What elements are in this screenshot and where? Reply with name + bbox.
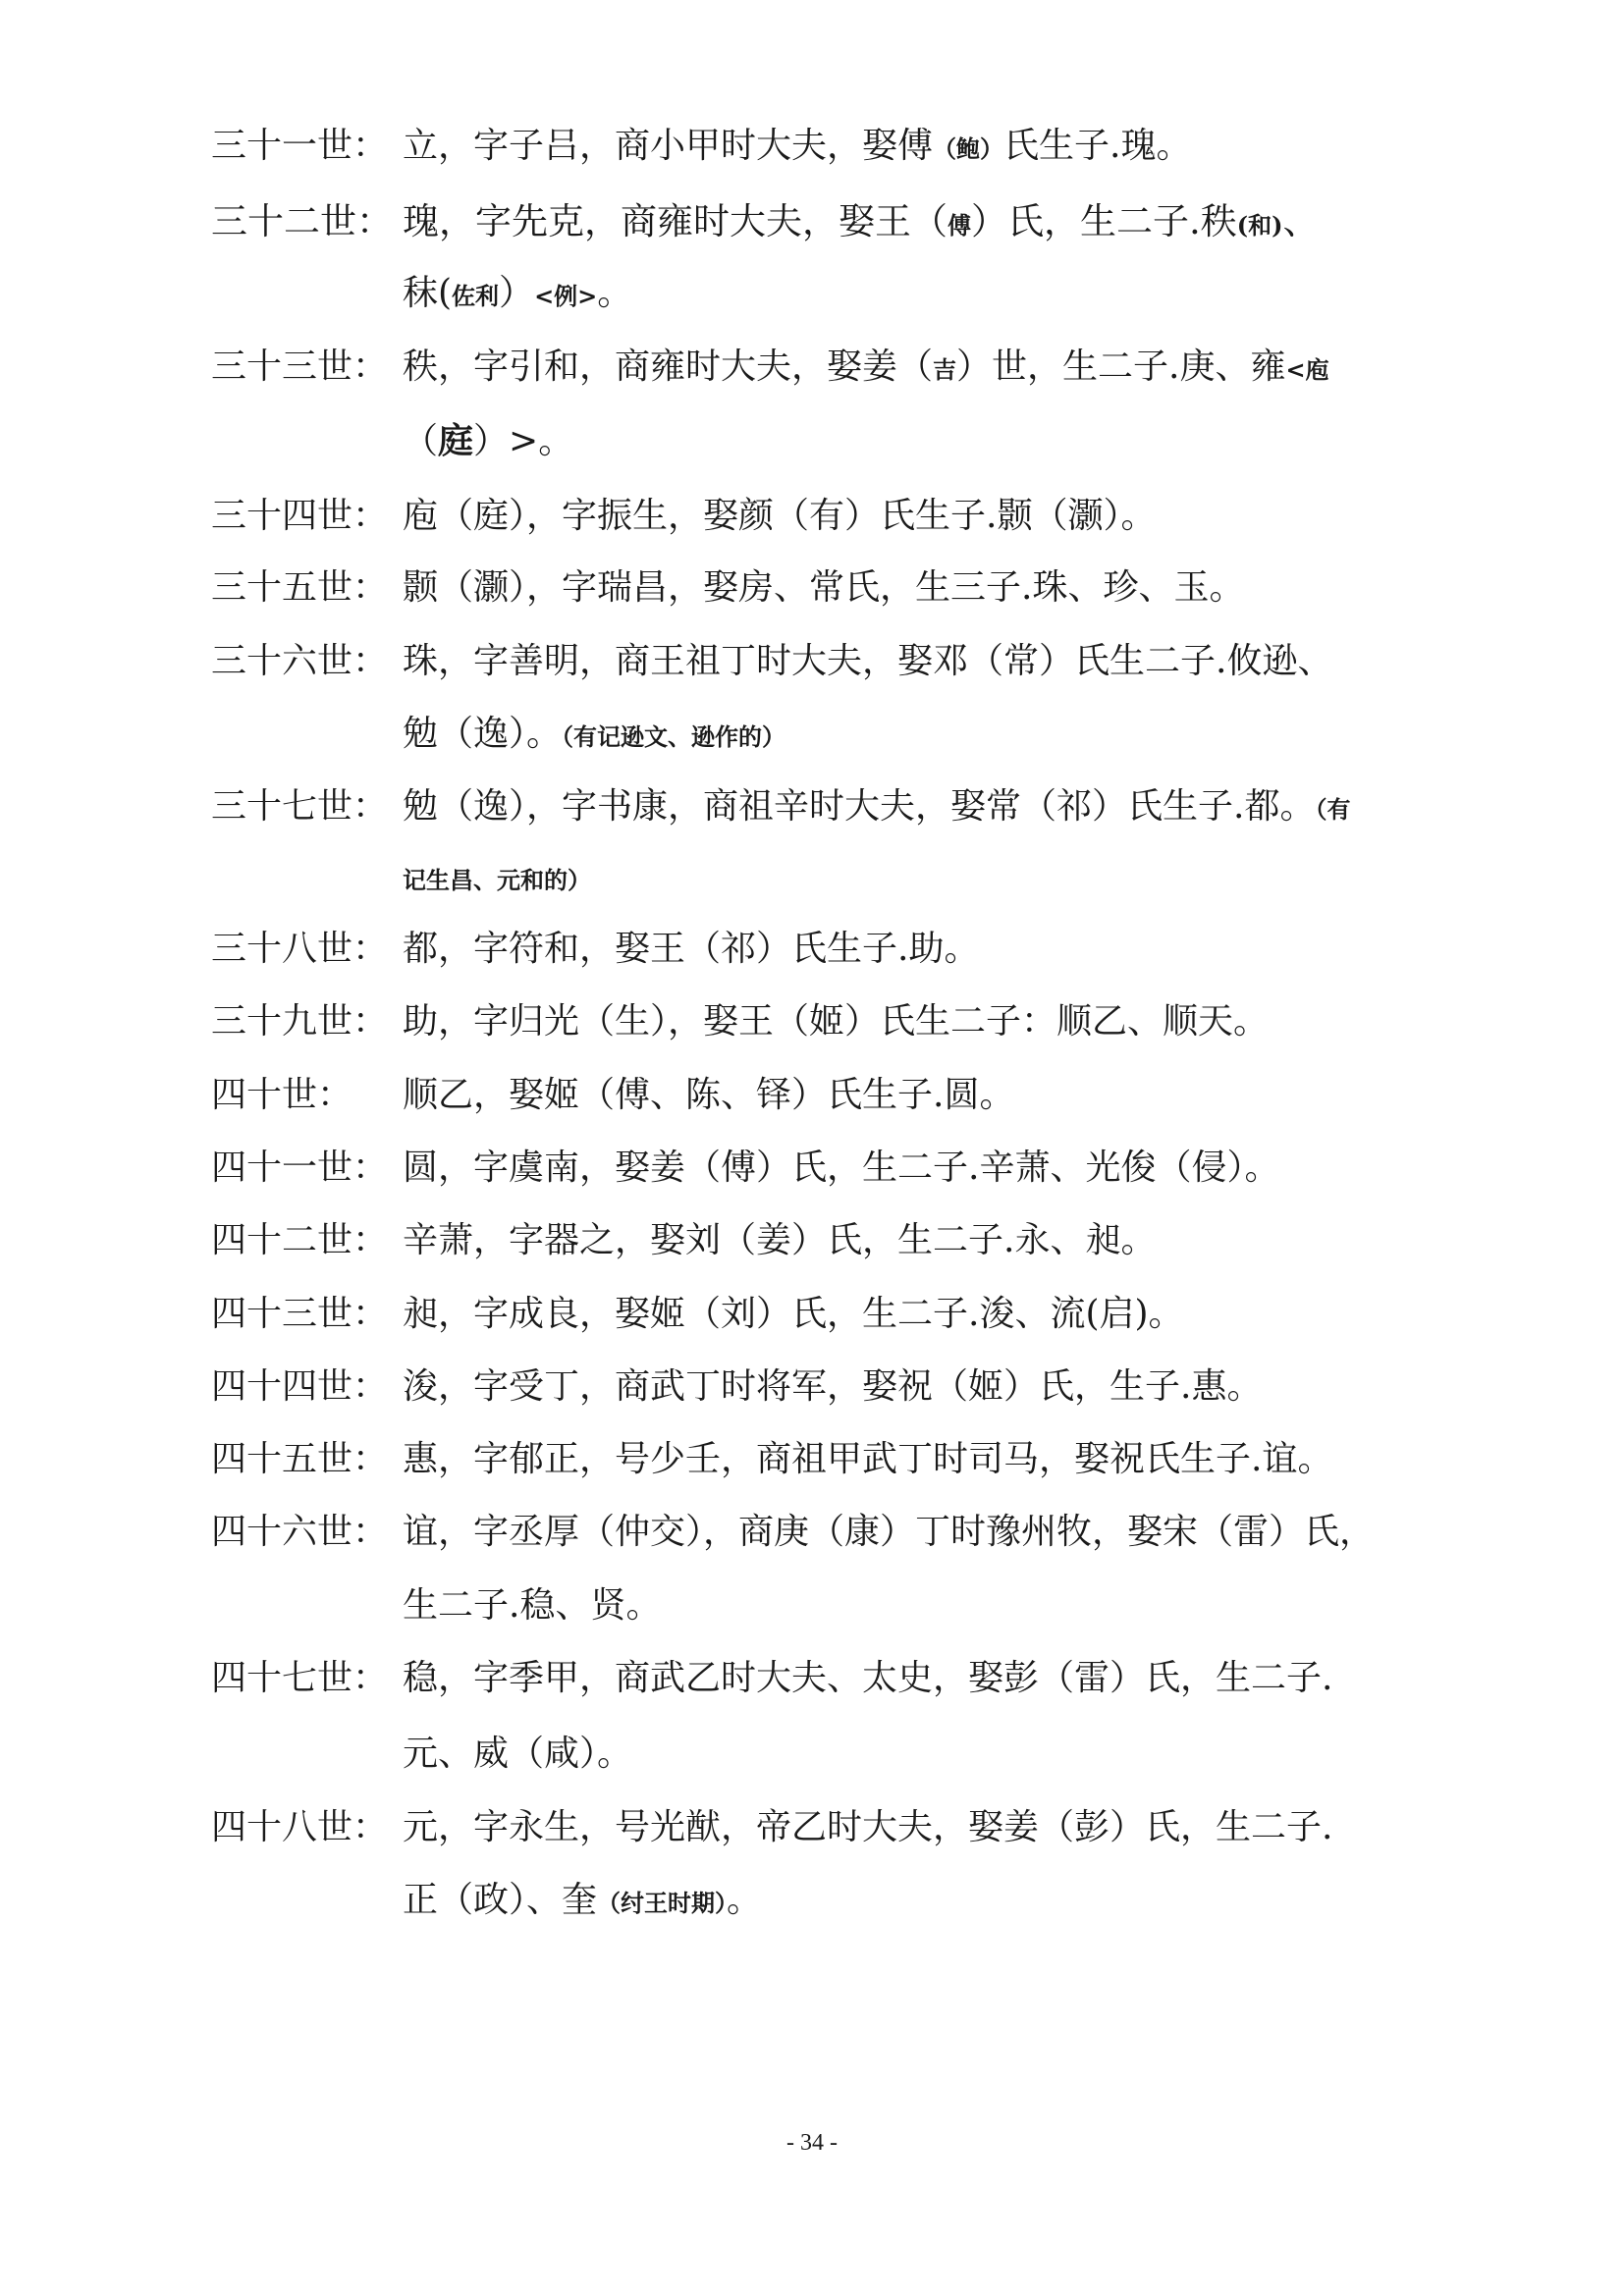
- entry-text: 辛萧，字器之，娶刘（姜）氏，生二子.永、昶。: [403, 1220, 1157, 1260]
- entry-gen-41: [211, 1145, 1419, 1192]
- entry-gen-42: [211, 1217, 1419, 1264]
- generation-label: 四十世：: [211, 1075, 353, 1115]
- generation-label: 三十二世：: [211, 200, 393, 242]
- page-number: - 34 -: [786, 2130, 838, 2156]
- entry-text: 圆，字虞南，娶姜（傅）氏，生二子.辛萧、光俊（侵）。: [403, 1148, 1280, 1188]
- entry-text: 都，字符和，娶王（祁）氏生子.助。: [403, 929, 980, 969]
- entry-text: 。: [597, 273, 633, 313]
- generation-label: 四十三世：: [211, 1294, 389, 1334]
- entry-gen-33: [211, 344, 1419, 391]
- entry-gen-46-continued: [403, 1582, 1424, 1629]
- generation-label: 三十九世：: [211, 1001, 389, 1041]
- entry-gen-32: [211, 198, 1419, 245]
- entry-text: 稳，字季甲，商武乙时大夫、太史，娶彭（雷）氏，生二子.: [403, 1658, 1333, 1698]
- entry-gen-48: [211, 1804, 1419, 1851]
- entry-text: 元、威（咸）。: [403, 1734, 633, 1774]
- entry-note: （鲍）: [933, 134, 1004, 163]
- entry-gen-47: [211, 1655, 1419, 1702]
- entry-note: 傅: [947, 211, 971, 240]
- entry-text: 浚，字受丁，商武丁时将军，娶祝（姬）氏，生子.惠。: [403, 1366, 1263, 1407]
- entry-gen-44: [211, 1363, 1419, 1411]
- entry-note: （有记逊文、逊作的）: [562, 722, 786, 751]
- entry-text: 生二子.稳、贤。: [403, 1585, 662, 1626]
- entry-gen-39: [211, 998, 1419, 1045]
- entry-text: 氏生子.瑰。: [1003, 126, 1192, 166]
- entry-gen-31: [211, 123, 1419, 170]
- entry-text: 庖（庭），字振生，娶颜（有）氏生子.颢（灏）。: [403, 496, 1157, 536]
- entry-gen-43: [211, 1291, 1419, 1338]
- entry-text: 勉（逸），字书康，商祖辛时大夫，娶常（祁）氏生子.都。: [403, 786, 1316, 827]
- entry-gen-46: [211, 1509, 1419, 1556]
- entry-text: 、: [1282, 200, 1320, 242]
- generation-label: 三十六世：: [211, 641, 389, 681]
- entry-gen-38: [211, 926, 1419, 973]
- generation-label: 三十五世：: [211, 567, 389, 608]
- generation-label: 四十七世：: [211, 1658, 389, 1698]
- generation-label: 四十二世：: [211, 1220, 389, 1260]
- entry-note: (和): [1236, 211, 1283, 240]
- entry-text: 立，字子吕，商小甲时大夫，娶傅: [403, 126, 934, 166]
- entry-gen-40: [211, 1072, 1419, 1119]
- entry-note: 记生昌、元和的）: [403, 866, 591, 894]
- entry-gen-45: [211, 1436, 1419, 1483]
- entry-text: 正（政）、奎: [403, 1880, 598, 1920]
- entry-gen-48-continued: [403, 1877, 1424, 1924]
- entry-note: 庭: [438, 420, 474, 461]
- generation-label: 四十四世：: [211, 1366, 389, 1407]
- entry-gen-34: [211, 493, 1419, 540]
- entry-text: 助，字归光（生），娶王（姬）氏生二子：顺乙、顺天。: [403, 1001, 1270, 1041]
- entry-text: 勉（逸）。: [403, 714, 563, 754]
- entry-text: 瑰，字先克，商雍时大夫，娶王（: [403, 200, 947, 242]
- entry-gen-33-continued: [403, 417, 1424, 464]
- entry-text: （: [403, 421, 439, 461]
- entry-text: ）氏，生二子.秩: [971, 200, 1237, 242]
- generation-label: 三十一世：: [211, 126, 389, 166]
- generation-label: 四十一世：: [211, 1148, 389, 1188]
- entry-gen-37-continued: [403, 854, 1424, 901]
- generation-label: 三十四世：: [211, 496, 389, 536]
- entry-gen-47-continued: [403, 1731, 1424, 1778]
- entry-note: <例>: [534, 282, 598, 310]
- entry-gen-35: [211, 564, 1419, 612]
- entry-text: 元，字永生，号光猷，帝乙时大夫，娶姜（彭）氏，生二子.: [403, 1807, 1333, 1847]
- entry-text: 。: [727, 1880, 763, 1920]
- entry-gen-36-continued: [403, 711, 1424, 758]
- entry-note: （纣王时期）: [597, 1889, 728, 1917]
- entry-text: ）: [499, 273, 535, 313]
- entry-note: 吉: [933, 355, 957, 384]
- entry-text: 昶，字成良，娶姬（刘）氏，生二子.浚、流(启)。: [403, 1294, 1184, 1334]
- generation-label: 三十三世：: [211, 347, 389, 387]
- generation-label: 四十五世：: [211, 1439, 389, 1479]
- entry-text: 谊，字丞厚（仲交），商庚（康）丁时豫州牧，娶宋（雷）氏，: [403, 1512, 1376, 1552]
- entry-text: ）>。: [473, 421, 574, 461]
- generation-label: 三十七世：: [211, 786, 389, 827]
- entry-note: <庖: [1285, 355, 1329, 384]
- entry-text: 顺乙，娶姬（傅、陈、铎）氏生子.圆。: [403, 1075, 1015, 1115]
- entry-text: ）世，生二子.庚、雍: [956, 347, 1286, 387]
- entry-note: 佐利: [452, 282, 500, 310]
- entry-text: 珠，字善明，商王祖丁时大夫，娶邓（常）氏生二子.攸逊、: [403, 641, 1333, 681]
- entry-gen-37: [211, 783, 1419, 830]
- generation-label: 四十八世：: [211, 1807, 389, 1847]
- generation-label: 三十八世：: [211, 929, 389, 969]
- entry-text: 秩，字引和，商雍时大夫，娶姜（: [403, 347, 934, 387]
- entry-note: （有: [1315, 795, 1351, 824]
- generation-label: 四十六世：: [211, 1512, 389, 1552]
- entry-gen-36: [211, 638, 1419, 685]
- entry-gen-32-continued: [403, 270, 1424, 317]
- entry-text: 惠，字郁正，号少壬，商祖甲武丁时司马，娶祝氏生子.谊。: [403, 1439, 1333, 1479]
- entry-text: 秣(: [403, 273, 453, 313]
- entry-text: 颢（灏），字瑞昌，娶房、常氏，生三子.珠、珍、玉。: [403, 567, 1245, 608]
